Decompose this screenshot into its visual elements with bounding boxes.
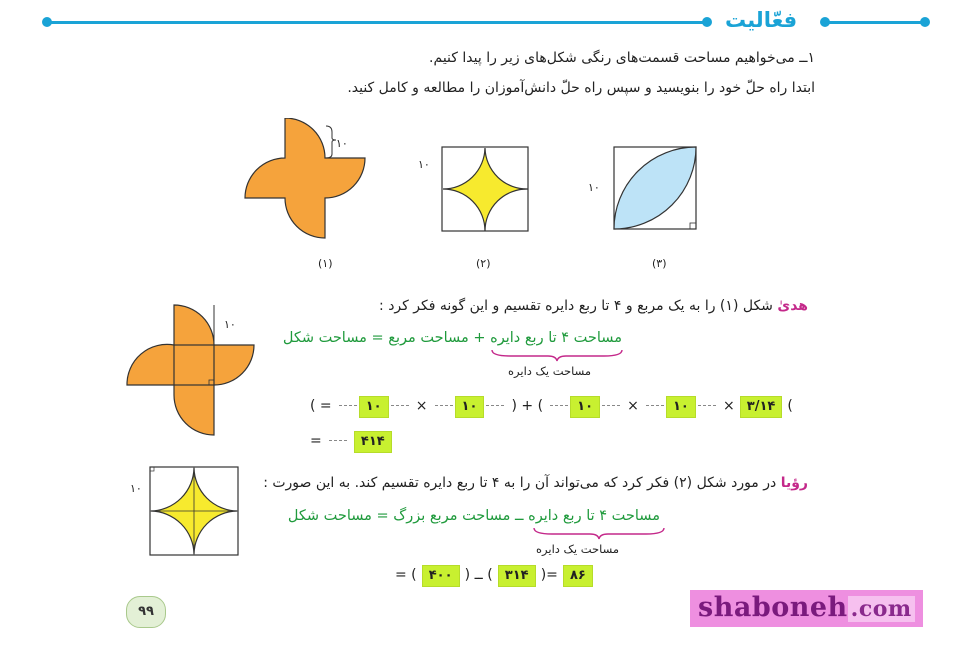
hoda-intro: [379, 298, 808, 314]
figure-3-dim: ۱۰: [588, 181, 600, 194]
header-end-dot: [920, 17, 930, 27]
figure-3-label: (۳): [652, 257, 667, 270]
page-number: ۹۹: [126, 596, 166, 628]
figure-1-dim: ۱۰: [336, 137, 348, 150]
hoda-times: ×: [415, 398, 428, 414]
dash: [698, 405, 716, 406]
question-line-1: ۱ــ می‌خواهیم مساحت قسمت‌های رنگی شکل‌های زیر را پیدا کنیم.: [429, 50, 815, 66]
hoda-eq-close: ( =: [310, 398, 332, 414]
hoda-figure: [122, 300, 267, 440]
hoda-figure-dim: ۱۰: [224, 318, 236, 331]
hoda-result-row: [310, 430, 392, 453]
hoda-brace: [490, 348, 624, 362]
figure-1-pinwheel: [228, 118, 378, 258]
hoda-box-4: ۱۰: [455, 396, 485, 418]
roya-name: رؤیا: [780, 475, 808, 491]
roya-brace: [532, 526, 666, 540]
roya-note: مساحت یک دایره: [536, 542, 620, 556]
dash: [391, 405, 409, 406]
figure-2-dim: ۱۰: [418, 158, 430, 171]
watermark-main: shaboneh: [698, 592, 848, 623]
roya-figure: [142, 465, 240, 557]
dash: [602, 405, 620, 406]
figure-2-label: (۲): [476, 257, 491, 270]
roya-equation: [395, 564, 593, 587]
hoda-box-2: ۱۰: [666, 396, 696, 418]
hoda-equation: [310, 395, 793, 418]
roya-minus: ) ــ (: [464, 567, 493, 583]
figure-2-star: [440, 145, 530, 233]
figure-3-leaf: [608, 145, 698, 233]
dash: [339, 405, 357, 406]
hoda-eq-open: (: [787, 398, 793, 414]
hoda-name: هدیٰ: [777, 298, 808, 314]
roya-formula: مساحت ۴ تا ربع دایره ــ مساحت مربع بزرگ = مساحت شکل: [287, 508, 660, 524]
header-left-line: [50, 21, 708, 24]
watermark-suffix: .com: [848, 596, 915, 622]
hoda-box-1: ۳/۱۴: [740, 396, 783, 418]
hoda-eq2: =: [310, 433, 322, 449]
dash: [646, 405, 664, 406]
roya-box-2: ۳۱۴: [498, 565, 536, 587]
question-line-2: ابتدا راه حلّ خود را بنویسید و سپس راه حلّ دانش‌آموزان را مطالعه و کامل کنید.: [347, 80, 815, 96]
watermark-logo: [690, 590, 923, 627]
hoda-times: ×: [722, 398, 735, 414]
roya-box-1: ۴۰۰: [422, 565, 460, 587]
header-mid-dot: [702, 17, 712, 27]
hoda-plus: ) + (: [511, 398, 544, 414]
hoda-formula: مساحت ۴ تا ربع دایره + مساحت مربع = مساحت شکل: [282, 330, 622, 346]
figure-1-label: (۱): [318, 257, 333, 270]
dash: [329, 440, 347, 441]
hoda-times: ×: [627, 398, 639, 414]
hoda-box-3: ۱۰: [570, 396, 600, 418]
header-right-line: [826, 21, 922, 24]
roya-result: ۸۶: [563, 565, 593, 587]
roya-eq-end: )=: [540, 567, 558, 583]
page-title: فعّالیت: [725, 8, 798, 32]
hoda-box-5: ۱۰: [359, 396, 389, 418]
hoda-note: مساحت یک دایره: [508, 364, 592, 378]
roya-eq-start: = (: [395, 567, 417, 583]
dash: [486, 405, 504, 406]
hoda-result: ۴۱۴: [354, 431, 392, 453]
dash: [435, 405, 453, 406]
hoda-text: شکل (۱) را به یک مربع و ۴ تا ربع دایره تقسیم و این گونه فکر کرد :: [379, 298, 778, 314]
roya-text: در مورد شکل (۲) فکر کرد که می‌تواند آن را به ۴ تا ربع دایره تقسیم کند. به این صورت :: [263, 475, 781, 491]
dash: [550, 405, 568, 406]
roya-figure-dim: ۱۰: [130, 482, 142, 495]
roya-intro: [263, 475, 808, 491]
